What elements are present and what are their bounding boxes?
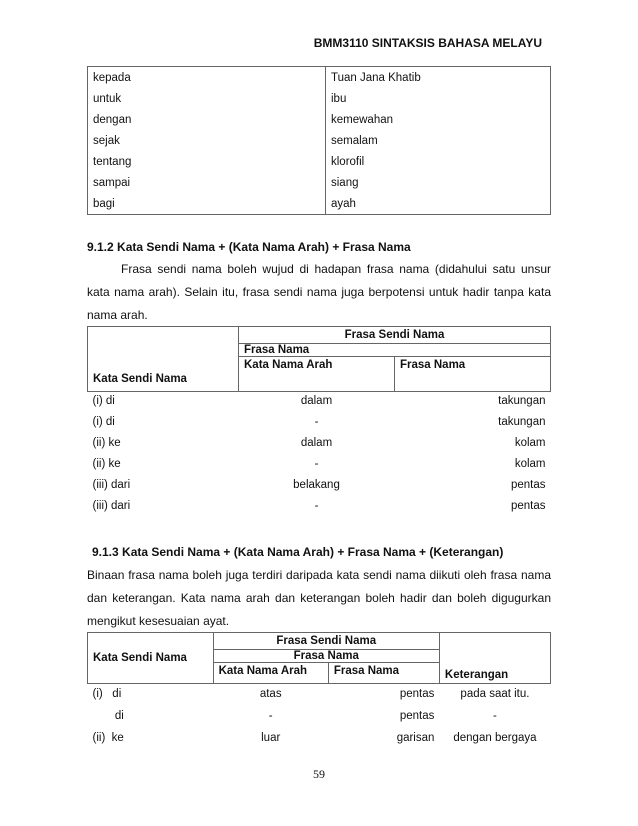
cell-kata-nama-arah: dalam xyxy=(300,437,333,449)
table-row xyxy=(88,151,551,172)
table-row xyxy=(88,497,551,518)
cell-kata-sendi: bagi xyxy=(88,193,326,215)
cell-keterangan: dengan bergaya xyxy=(453,732,537,744)
cell-kata-sendi: sejak xyxy=(88,130,326,151)
table-row xyxy=(88,172,551,193)
table-header-frasa-sendi-nama: Frasa Sendi Nama xyxy=(239,327,551,344)
column-header-kata-nama-arah: Kata Nama Arah xyxy=(239,357,395,392)
cell-frasa-nama: semalam xyxy=(326,130,551,151)
frasa-sendi-nama-keterangan-table xyxy=(87,632,551,750)
paragraph-text: Binaan frasa nama boleh juga terdiri daripada kata sendi nama diikuti oleh frasa nama dan keterangan. Kata nama arah dan keterangan boleh hadir dan boleh digugurkan mengikut kesesuaian ayat. xyxy=(87,568,551,628)
column-header-kata-sendi-nama: Kata Sendi Nama xyxy=(88,650,214,684)
column-header-frasa-nama: Frasa Nama xyxy=(395,357,551,392)
cell-kata-sendi-nama: (i) di xyxy=(92,395,115,407)
table-row xyxy=(88,476,551,497)
cell-frasa-nama: takungan xyxy=(498,395,546,407)
table-row xyxy=(88,706,551,728)
cell-frasa-nama: Tuan Jana Khatib xyxy=(326,67,551,89)
table-row xyxy=(88,67,551,89)
cell-kata-sendi-nama: (i) di xyxy=(92,416,115,428)
cell-frasa-nama: pentas xyxy=(399,688,435,700)
cell-keterangan: pada saat itu. xyxy=(460,688,530,700)
cell-kata-nama-arah: - xyxy=(314,416,319,428)
section-paragraph-9-1-2 xyxy=(87,258,551,327)
page-header: BMM3110 SINTAKSIS BAHASA MELAYU xyxy=(313,36,542,50)
cell-kata-nama-arah: - xyxy=(314,458,319,470)
column-header-kata-nama-arah: Kata Nama Arah xyxy=(213,663,328,684)
table-row xyxy=(88,728,551,750)
cell-frasa-nama: garisan xyxy=(396,732,435,744)
table-row xyxy=(88,109,551,130)
cell-frasa-nama: ayah xyxy=(326,193,551,215)
column-header-keterangan: Keterangan xyxy=(439,650,550,684)
table-row xyxy=(88,88,551,109)
cell-kata-sendi-nama: (iii) dari xyxy=(92,500,131,512)
section-heading-9-1-3: 9.1.3 Kata Sendi Nama + (Kata Nama Arah) + Frasa Nama + (Keterangan) xyxy=(92,545,504,559)
cell-kata-nama-arah: - xyxy=(268,710,273,722)
cell-frasa-nama: ibu xyxy=(326,88,551,109)
cell-kata-nama-arah: - xyxy=(314,500,319,512)
cell-kata-sendi-nama: (ii) ke xyxy=(92,437,121,449)
section-heading-9-1-2: 9.1.2 Kata Sendi Nama + (Kata Nama Arah) + Frasa Nama xyxy=(87,240,411,254)
section-paragraph-9-1-3 xyxy=(87,564,551,633)
table-row xyxy=(88,455,551,476)
cell-frasa-nama: takungan xyxy=(498,416,546,428)
table-row xyxy=(88,392,551,414)
table-header-frasa-sendi-nama: Frasa Sendi Nama xyxy=(213,633,439,650)
page-number: 59 xyxy=(313,767,325,781)
cell-kata-sendi: untuk xyxy=(88,88,326,109)
table-row xyxy=(88,413,551,434)
table-row xyxy=(88,193,551,215)
cell-frasa-nama: pentas xyxy=(510,479,546,491)
cell-frasa-nama: pentas xyxy=(399,710,435,722)
cell-frasa-nama: kemewahan xyxy=(326,109,551,130)
cell-kata-sendi: dengan xyxy=(88,109,326,130)
frasa-sendi-nama-table xyxy=(87,326,551,518)
table-header-frasa-nama: Frasa Nama xyxy=(213,650,439,663)
cell-keterangan: - xyxy=(493,710,497,722)
paragraph-text: Frasa sendi nama boleh wujud di hadapan frasa nama (didahului satu unsur kata nama arah). Selain itu, frasa sendi nama juga berpotensi untuk hadir tanpa kata nama arah. xyxy=(87,262,551,322)
table-header-frasa-nama: Frasa Nama xyxy=(239,344,551,357)
cell-kata-sendi: tentang xyxy=(88,151,326,172)
cell-kata-nama-arah: belakang xyxy=(293,479,340,491)
cell-frasa-nama: pentas xyxy=(510,500,546,512)
cell-frasa-nama: kolam xyxy=(514,458,546,470)
cell-kata-sendi-nama: (iii) dari xyxy=(92,479,131,491)
column-header-frasa-nama: Frasa Nama xyxy=(328,663,439,684)
column-header-kata-sendi-nama: Kata Sendi Nama xyxy=(88,344,239,392)
cell-kata-nama-arah: luar xyxy=(261,732,281,744)
cell-kata-sendi-nama: (ii) ke xyxy=(92,458,121,470)
table-row xyxy=(88,434,551,455)
cell-kata-sendi-nama: di xyxy=(92,710,124,722)
cell-kata-sendi-nama: (i) di xyxy=(92,688,122,700)
table-row xyxy=(88,684,551,707)
preposition-table xyxy=(87,66,551,215)
cell-frasa-nama: siang xyxy=(326,172,551,193)
cell-kata-sendi: sampai xyxy=(88,172,326,193)
cell-kata-nama-arah: dalam xyxy=(300,395,333,407)
cell-kata-sendi: kepada xyxy=(88,67,326,89)
table-row xyxy=(88,130,551,151)
cell-frasa-nama: kolam xyxy=(514,437,546,449)
cell-kata-sendi-nama: (ii) ke xyxy=(92,732,124,744)
cell-frasa-nama: klorofil xyxy=(326,151,551,172)
cell-kata-nama-arah: atas xyxy=(259,688,282,700)
